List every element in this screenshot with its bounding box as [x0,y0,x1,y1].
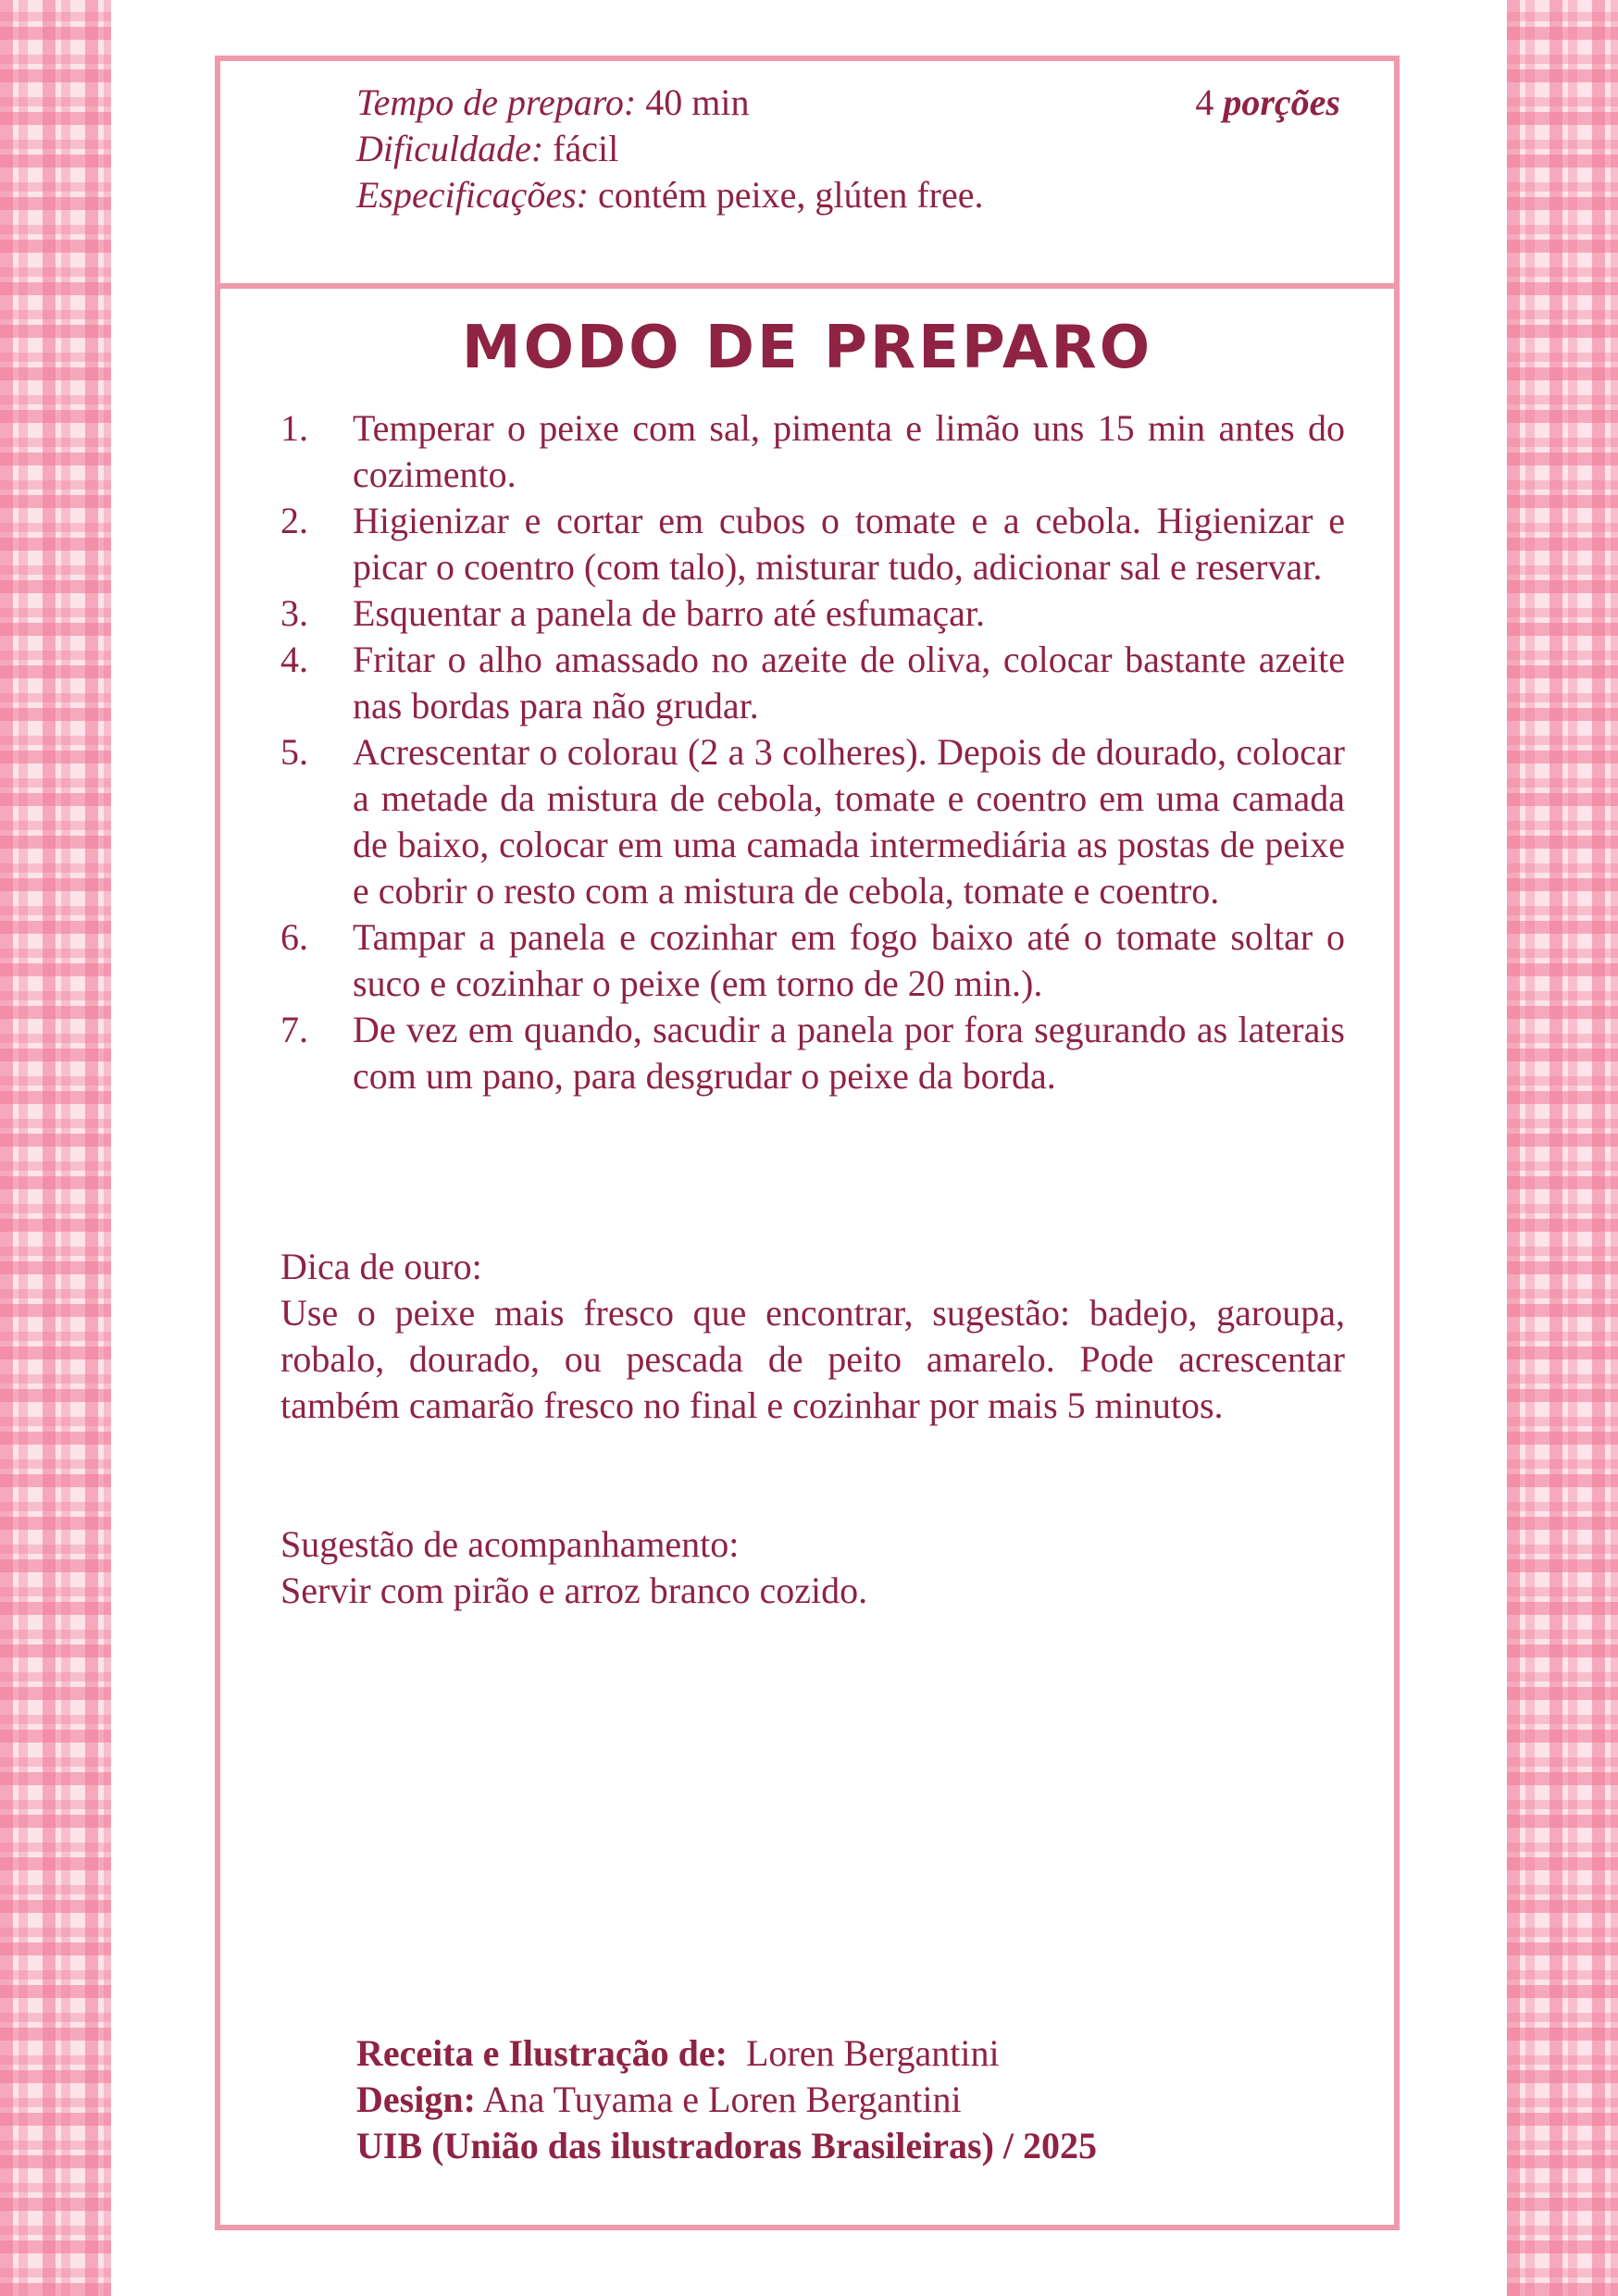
credits-design-value: Ana Tuyama e Loren Bergantini [482,2079,962,2120]
section-title: MODO DE PREPARO [461,314,1153,382]
recipe-card [215,56,1400,2230]
difficulty [356,126,618,172]
step-item [280,637,1345,729]
step-text: De vez em quando, sacudir a panela por fora segurando as laterais com um pano, para desgrudar o peixe da borda. [353,1009,1345,1097]
tip-heading: Dica de ouro: [280,1246,482,1287]
credits-org [356,2123,1097,2169]
tip-text: Use o peixe mais fresco que encontrar, sugestão: badejo, garoupa, robalo, dourado, ou pescada de peito amarelo. Pode acrescentar também camarão fresco no final e cozinhar por mais 5 minutos. [280,1292,1345,1426]
step-text: Esquentar a panela de barro até esfumaçar. [353,592,985,634]
step-item [280,1007,1345,1099]
step-number: 3. [280,592,308,634]
step-item [280,590,1345,637]
step-item [280,729,1345,914]
step-text: Acrescentar o colorau (2 a 3 colheres). Depois de dourado, colocar a metade da mistura de cebola, tomate e coentro em uma camada de baixo, colocar em uma camada intermediária as postas de peixe e cobrir o resto com a mistura de cebola, tomate e coentro. [353,731,1345,912]
steps-list [280,405,1345,1099]
credits-org-text: UIB (União das ilustradoras Brasileiras) / 2025 [356,2125,1098,2166]
credits [356,2030,1097,2169]
servings-number: 4 [1195,81,1214,123]
pairing-heading: Sugestão de acompanhamento: [280,1523,740,1565]
credits-design-label: Design: [356,2079,476,2120]
step-number: 5. [280,731,308,773]
credits-design [356,2077,1097,2123]
step-item [280,405,1345,498]
step-item [280,498,1345,590]
step-number: 7. [280,1009,308,1050]
difficulty-value: fácil [553,128,619,169]
servings [1195,80,1340,126]
credits-recipe [356,2030,1097,2077]
specs-value: contém peixe, glúten free. [598,174,984,216]
step-text: Tampar a panela e cozinhar em fogo baixo até o tomate soltar o suco e cozinhar o peixe (em torno de 20 min.). [353,916,1345,1004]
specs-label: Especificações: [356,174,589,216]
prep-time [356,80,749,126]
step-text: Fritar o alho amassado no azeite de oliva, colocar bastante azeite nas bordas para não grudar. [353,639,1345,726]
pairing-text: Servir com pirão e arroz branco cozido. [280,1570,868,1611]
prep-time-label: Tempo de preparo: [356,81,637,123]
step-number: 2. [280,500,308,541]
credits-recipe-value: Loren Bergantini [745,2032,1000,2074]
prep-time-value: 40 min [645,81,750,123]
difficulty-label: Dificuldade: [356,128,544,169]
pairing-block [280,1521,1345,1614]
step-item [280,914,1345,1007]
servings-unit: porções [1223,81,1340,123]
credits-recipe-label: Receita e Ilustração de: [356,2032,728,2074]
step-text: Higienizar e cortar em cubos o tomate e a cebola. Higienizar e picar o coentro (com talo), misturar tudo, adicionar sal e reservar. [353,500,1345,588]
specifications [356,172,983,218]
recipe-meta-box [220,61,1394,289]
tip-block [280,1244,1345,1429]
step-number: 4. [280,639,308,680]
plaid-border-right [1507,0,1618,2296]
step-text: Temperar o peixe com sal, pimenta e limão uns 15 min antes do cozimento. [353,407,1345,495]
plaid-border-left [0,0,111,2296]
step-number: 1. [280,407,308,449]
step-number: 6. [280,916,308,958]
